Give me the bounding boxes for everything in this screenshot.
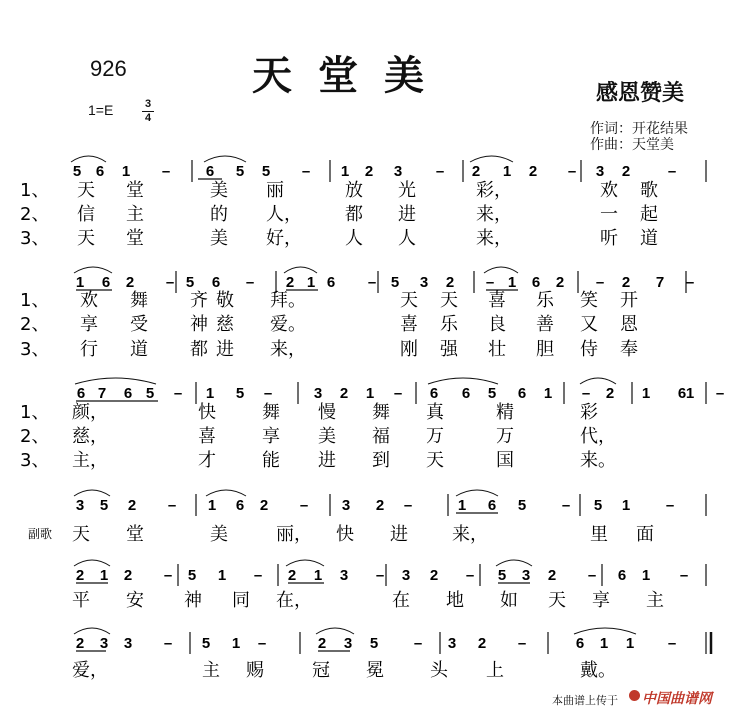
lyric-word: 受 [130,314,148,335]
note-dash: – [163,635,173,652]
verse-number: 3、 [20,450,50,471]
note: 2 [477,635,487,652]
lyric-word: 进 [216,339,234,360]
lyric-word: 好， [266,228,302,249]
note: 3 [521,567,531,584]
lyric-word: 壮 [488,339,506,360]
lyric-word: 主 [126,204,144,225]
note: 1 [507,274,517,291]
upload-notice: 本曲谱上传于 [552,694,618,707]
note: 3 [123,635,133,652]
lyric-word: 爱， [72,660,108,681]
verse-number: 1、 [20,402,50,423]
note-dash: – [403,497,413,514]
note: 5 [185,274,195,291]
slur [286,560,324,566]
note: 2 [445,274,455,291]
note: 6 [235,497,245,514]
note: 3 [343,635,353,652]
note-dash: – [595,274,605,291]
lyric-word: 才 [198,450,216,471]
note-dash: – [163,567,173,584]
lyric-word: 欢 [600,180,618,201]
lyric-word: 又 [580,314,598,335]
note-dash: – [679,567,689,584]
note: 2 [375,497,385,514]
lyric-word: 丽 [266,180,284,201]
note: 1 [543,385,553,402]
note-dash: – [367,274,377,291]
verse-number: 2、 [20,204,50,225]
lyric-word: 天 [440,290,458,311]
slur [316,628,354,634]
note: 6 [517,385,527,402]
lyric-word: 人 [345,228,363,249]
lyric-word: 美 [210,524,228,545]
note: 3 [313,385,323,402]
note: 3 [401,567,411,584]
verse-number: 1、 [20,180,50,201]
note: 3 [341,497,351,514]
lyric-word: 美 [318,426,336,447]
note-dash: – [715,385,725,402]
lyric-word: 慢 [318,402,336,423]
note: 2 [125,274,135,291]
note: 5 [390,274,400,291]
verse-number: 3、 [20,339,50,360]
note: 2 [259,497,269,514]
note: 5 [201,635,211,652]
lyric-word: 颜， [72,402,108,423]
note-dash: – [581,385,591,402]
key-signature: 1=E [88,102,114,118]
lyric-word: 道 [640,228,658,249]
note: 2 [339,385,349,402]
lyric-word: 堂 [126,228,144,249]
lyric-word: 同 [232,590,250,611]
note: 5 [497,567,507,584]
lyric-word: 天 [72,524,90,545]
slur [496,560,532,566]
note: 5 [593,497,603,514]
lyric-word: 恩 [620,314,638,335]
note: 2 [605,385,615,402]
note-dash: – [253,567,263,584]
slur [74,267,112,273]
lyric-word: 慈 [216,314,234,335]
note-dash: – [165,274,175,291]
lyric-word: 喜 [488,290,506,311]
note: 6 [76,385,86,402]
lyric-word: 歌 [640,180,658,201]
note: 1 [231,635,241,652]
note-dash: – [245,274,255,291]
note: 2 [75,567,85,584]
note: 1 [313,567,323,584]
note: 6 [531,274,541,291]
note: 1 [599,635,609,652]
note: 1 [306,274,316,291]
note: 5 [187,567,197,584]
note: 1 [641,567,651,584]
time-signature-bottom: 4 [144,112,152,124]
lyric-word: 光 [398,180,416,201]
lyric-word: 头 [430,660,448,681]
lyric-word: 的 [210,204,228,225]
composer-credit: 作曲：天堂美 [590,137,674,153]
note: 3 [393,163,403,180]
verse-number: 2、 [20,426,50,447]
note-dash: – [667,635,677,652]
lyric-word: 冕 [366,660,384,681]
note: 1 [217,567,227,584]
lyric-word: 享 [592,590,610,611]
lyric-word: 地 [446,590,464,611]
note: 6 [677,385,687,402]
lyric-word: 天 [548,590,566,611]
note-dash: – [299,497,309,514]
note: 6 [575,635,585,652]
note: 1 [365,385,375,402]
lyric-word: 强 [440,339,458,360]
note: 1 [621,497,631,514]
lyric-word: 放 [345,180,363,201]
slur [284,267,317,273]
lyric-word: 快 [198,402,216,423]
lyric-word: 开 [620,290,638,311]
note-dash: – [465,567,475,584]
note: 1 [340,163,350,180]
lyric-word: 一 [600,204,618,225]
lyric-word: 如 [500,590,518,611]
lyric-word: 万 [426,426,444,447]
lyric-word: 乐 [440,314,458,335]
lyric-word: 爱。 [270,314,306,335]
lyric-word: 欢 [80,290,98,311]
lyric-word: 美 [210,180,228,201]
note-dash: – [685,274,695,291]
lyric-word: 丽， [276,524,312,545]
note: 2 [317,635,327,652]
lyric-word: 道 [130,339,148,360]
lyric-word: 来， [270,339,306,360]
note: 6 [211,274,221,291]
lyric-word: 拜。 [270,290,306,311]
note: 7 [655,274,665,291]
lyric-word: 美 [210,228,228,249]
note: 3 [99,635,109,652]
note: 6 [326,274,336,291]
lyric-word: 良 [488,314,506,335]
lyric-word: 享 [262,426,280,447]
note-dash: – [665,497,675,514]
verse-number: 2、 [20,314,50,335]
page-number: 926 [90,56,127,81]
note: 2 [127,497,137,514]
lyric-word: 神 [190,314,208,335]
lyric-word: 进 [318,450,336,471]
lyric-word: 彩 [580,402,598,423]
song-category: 感恩赞美 [596,81,685,106]
note: 5 [72,163,82,180]
note: 1 [75,274,85,291]
note-dash: – [167,497,177,514]
lyric-word: 行 [80,339,98,360]
note: 5 [235,385,245,402]
note-dash: – [435,163,445,180]
lyric-word: 堂 [126,180,144,201]
lyric-word: 天 [77,180,95,201]
lyric-word: 福 [372,426,390,447]
note: 5 [235,163,245,180]
note: 6 [95,163,105,180]
note: 2 [621,163,631,180]
lyric-word: 来。 [580,450,616,471]
note: 1 [457,497,467,514]
lyric-word: 来， [476,228,512,249]
lyric-word: 来， [476,204,512,225]
lyric-word: 堂 [126,524,144,545]
note: 7 [97,385,107,402]
note: 2 [471,163,481,180]
note: 3 [419,274,429,291]
lyric-word: 都 [190,339,208,360]
lyric-word: 喜 [198,426,216,447]
note-dash: – [567,163,577,180]
lyric-word: 面 [636,524,654,545]
lyric-word: 国 [496,450,514,471]
lyric-word: 冠 [312,660,330,681]
lyric-word: 精 [496,402,514,423]
lyric-word: 进 [390,524,408,545]
lyric-word: 敬 [216,290,234,311]
lyric-word: 在， [276,590,312,611]
lyric-word: 慈， [72,426,108,447]
lyric-word: 舞 [262,402,280,423]
note: 2 [621,274,631,291]
lyric-word: 乐 [536,290,554,311]
note: 1 [502,163,512,180]
note: 3 [339,567,349,584]
slur [456,490,498,496]
note-dash: – [257,635,267,652]
note: 1 [685,385,695,402]
lyric-word: 上 [486,660,504,681]
lyric-word: 人， [266,204,302,225]
note: 6 [487,497,497,514]
lyric-word: 齐 [190,290,208,311]
note: 3 [447,635,457,652]
note: 3 [595,163,605,180]
slur [74,628,110,634]
verse-number: 3、 [20,228,50,249]
note: 6 [101,274,111,291]
lyric-word: 享 [80,314,98,335]
lyric-word: 侍 [580,339,598,360]
slur [574,628,636,634]
lyric-word: 天 [400,290,418,311]
slur [204,156,246,162]
note: 2 [364,163,374,180]
lyric-word: 万 [496,426,514,447]
lyric-word: 喜 [400,314,418,335]
note-dash: – [517,635,527,652]
note: 2 [75,635,85,652]
note: 2 [547,567,557,584]
note: 6 [429,385,439,402]
note-dash: – [587,567,597,584]
note: 6 [123,385,133,402]
note-dash: – [667,163,677,180]
lyric-word: 奉 [620,339,638,360]
slur [206,490,246,496]
lyric-word: 神 [184,590,202,611]
lyric-word: 安 [126,590,144,611]
slur [580,378,616,384]
note: 1 [205,385,215,402]
note-dash: – [173,385,183,402]
lyric-word: 在 [392,590,410,611]
note: 1 [99,567,109,584]
note: 6 [205,163,215,180]
lyricist-credit: 作词：开花结果 [590,121,688,137]
site-logo-icon [629,690,640,701]
slur [75,378,156,384]
lyric-word: 刚 [400,339,418,360]
lyric-word: 彩， [476,180,512,201]
note-dash: – [393,385,403,402]
lyric-word: 主 [202,660,220,681]
note-dash: – [413,635,423,652]
lyric-word: 都 [345,204,363,225]
note: 2 [287,567,297,584]
note: 6 [617,567,627,584]
lyric-word: 笑 [580,290,598,311]
lyric-word: 听 [600,228,618,249]
lyric-word: 里 [590,524,608,545]
lyric-word: 赐 [246,660,264,681]
note: 2 [555,274,565,291]
lyric-word: 到 [372,450,390,471]
lyric-word: 进 [398,204,416,225]
note: 2 [429,567,439,584]
lyric-word: 天 [426,450,444,471]
lyric-word: 平 [72,590,90,611]
time-signature-top: 3 [144,98,152,110]
note: 1 [121,163,131,180]
note-dash: – [375,567,385,584]
slur [484,267,518,273]
lyric-word: 能 [262,450,280,471]
lyric-word: 信 [77,204,95,225]
note: 2 [528,163,538,180]
lyric-word: 舞 [372,402,390,423]
note: 2 [123,567,133,584]
note-dash: – [561,497,571,514]
lyric-word: 真 [426,402,444,423]
slur [470,156,513,162]
note: 3 [75,497,85,514]
note: 5 [99,497,109,514]
chorus-label: 副歌 [28,527,53,541]
note: 1 [625,635,635,652]
lyric-word: 戴。 [580,660,616,681]
note: 5 [517,497,527,514]
note-dash: – [263,385,273,402]
note: 2 [285,274,295,291]
note: 5 [369,635,379,652]
lyric-word: 快 [336,524,354,545]
site-name: 中国曲谱网 [642,691,712,707]
note-dash: – [485,274,495,291]
slur [71,156,106,162]
lyric-word: 善 [536,314,554,335]
slur [74,490,110,496]
lyric-word: 人 [398,228,416,249]
song-title: 天堂美 [252,53,450,99]
note-dash: – [301,163,311,180]
note: 1 [641,385,651,402]
note: 1 [207,497,217,514]
note: 5 [261,163,271,180]
note-dash: – [161,163,171,180]
lyric-word: 主 [646,590,664,611]
lyric-word: 天 [77,228,95,249]
lyric-word: 主， [72,450,108,471]
lyric-word: 代， [580,426,616,447]
lyric-word: 来， [452,524,488,545]
lyric-word: 舞 [130,290,148,311]
note: 6 [461,385,471,402]
slur [74,560,110,566]
note: 5 [145,385,155,402]
lyric-word: 起 [640,204,658,225]
note: 5 [487,385,497,402]
slur [428,378,498,384]
lyric-word: 胆 [536,339,554,360]
verse-number: 1、 [20,290,50,311]
